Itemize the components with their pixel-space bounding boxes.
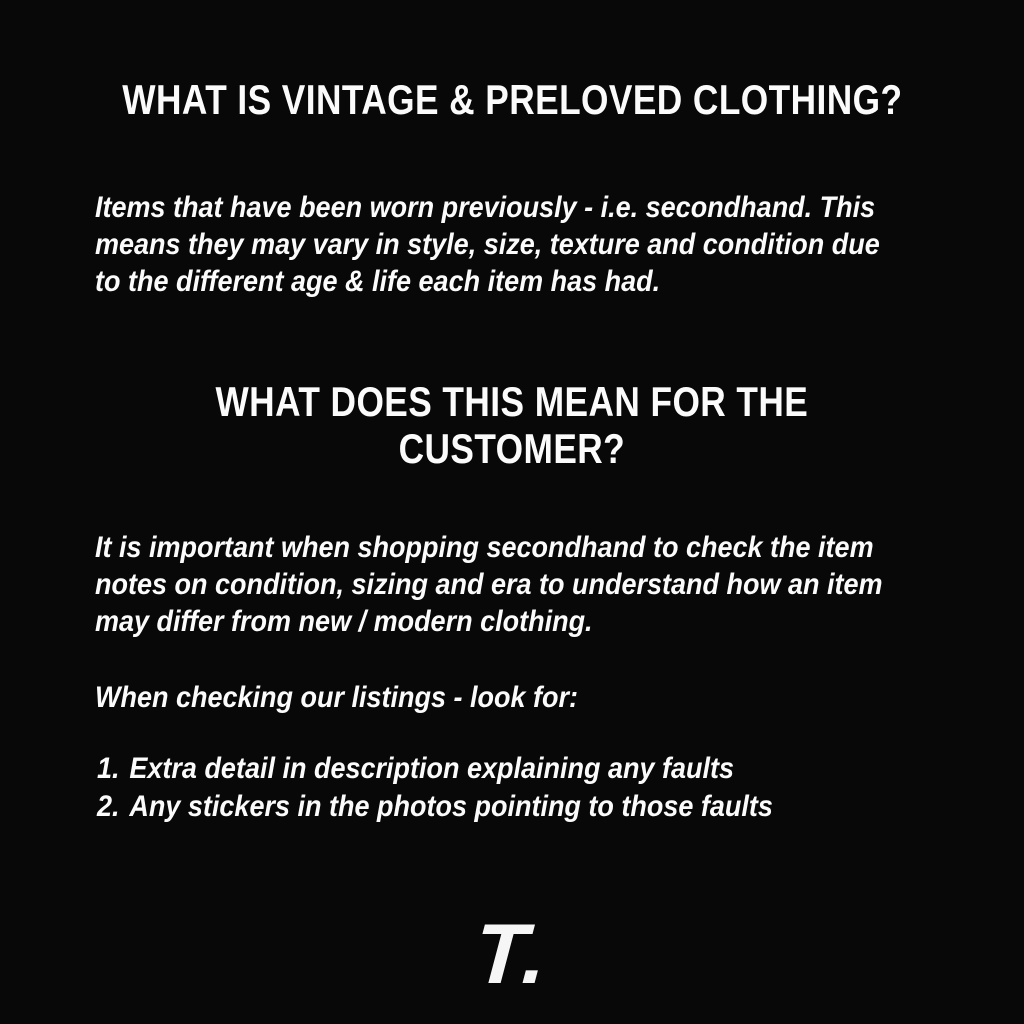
secondary-heading <box>0 378 1024 472</box>
checklist-item-number: 2. <box>97 790 120 823</box>
paragraph-line: notes on condition, sizing and era to understand how an item <box>95 568 883 601</box>
secondary-heading-line: CUSTOMER? <box>398 425 626 472</box>
main-heading <box>0 76 1024 123</box>
brand-logo <box>0 907 1024 1002</box>
customer-info-paragraph <box>95 529 970 640</box>
paragraph-line: to the different age & life each item has had. <box>95 265 661 298</box>
secondary-heading-row <box>0 425 1024 472</box>
checklist-item <box>97 788 773 826</box>
intro-paragraph <box>95 189 967 300</box>
checklist-item-text: Any stickers in the photos pointing to those faults <box>129 790 773 823</box>
secondary-heading-line: WHAT DOES THIS MEAN FOR THE <box>215 378 809 425</box>
secondary-heading-row <box>0 378 1024 425</box>
checklist-item-number: 1. <box>97 752 120 785</box>
listings-intro-paragraph <box>95 679 632 716</box>
checklist-item-text: Extra detail in description explaining any faults <box>129 752 735 785</box>
fault-checklist <box>97 750 773 826</box>
paragraph-line: When checking our listings - look for: <box>95 681 579 714</box>
checklist-item <box>97 750 773 788</box>
paragraph-line: means they may vary in style, size, texture and condition due <box>95 228 880 261</box>
brand-logo-t-icon: T. <box>472 907 552 1002</box>
paragraph-line: Items that have been worn previously - i.e. secondhand. This <box>95 191 876 224</box>
main-heading-text: WHAT IS VINTAGE & PRELOVED CLOTHING? <box>121 76 903 123</box>
paragraph-line: It is important when shopping secondhand to check the item <box>95 531 874 564</box>
paragraph-line: may differ from new / modern clothing. <box>95 605 593 638</box>
